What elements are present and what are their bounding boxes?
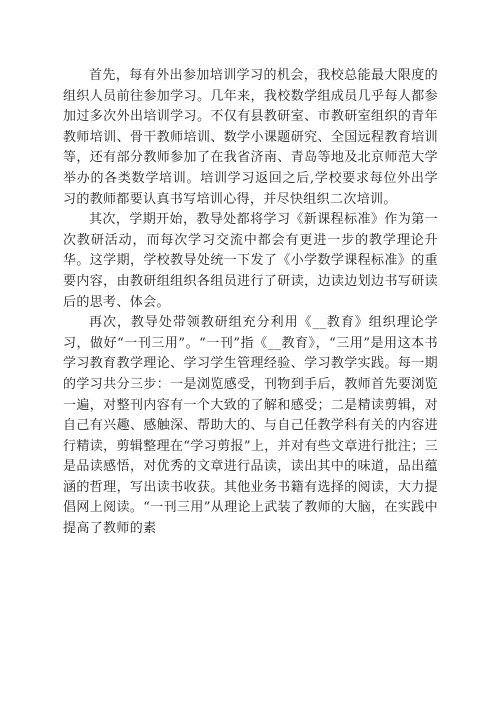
paragraph-curriculum-standards: 其次，学期开始，教导处都将学习《新课程标准》作为第一次教研活动，而每次学习交流中都会有更进一步的教学理论升华。这学期，学校教导处统一下发了《小学数学课程标准》的重要内容，由教研组组织各组员进行了研读，边读边划边书写研读后的思考、体会。 bbox=[63, 212, 438, 310]
paragraph-training: 首先，每有外出参加培训学习的机会，我校总能最大限度的组织人员前往参加学习。几年来，我校数学组成员几乎每人都参加过多次外出培训学习。不仅有县教研室、市教研室组织的青年教师培训、骨干教师培训、数学小课题研究、全国远程教育培训等，还有部分教师参加了在我省济南、青岛等地及北京师范大学举办的各类数学培训。培训学习返回之后,学校要求每位外出学习的教师都要认真书写培训心得，并尽快组织二次培训。 bbox=[63, 68, 438, 207]
document-body bbox=[63, 66, 438, 540]
paragraph-journal-study: 再次，教导处带领教研组充分利用《__教育》组织理论学习，做好“一刊三用”。“一刊”指《__教育》，“三用”是用这本书学习教育教学理论、学习学生管理经验、学习教学实践。每一期的学习共分三步：一是浏览感受，刊物到手后，教师首先要浏览一遍，对整刊内容有一个大致的了解和感受；二是精读剪辑，对自己有兴趣、感触深、帮助大的、与自己任教学科有关的内容进行精读，剪辑整理在“学习剪报”上，并对有些文章进行批注；三是品读感悟，对优秀的文章进行品读，读出其中的味道，品出蕴涵的哲理，写出读书收获。其他业务书籍有选择的阅读，大力提倡网上阅读。“一刊三用”从理论上武装了教师的大脑，在实践中提高了教师的素 bbox=[63, 315, 438, 537]
